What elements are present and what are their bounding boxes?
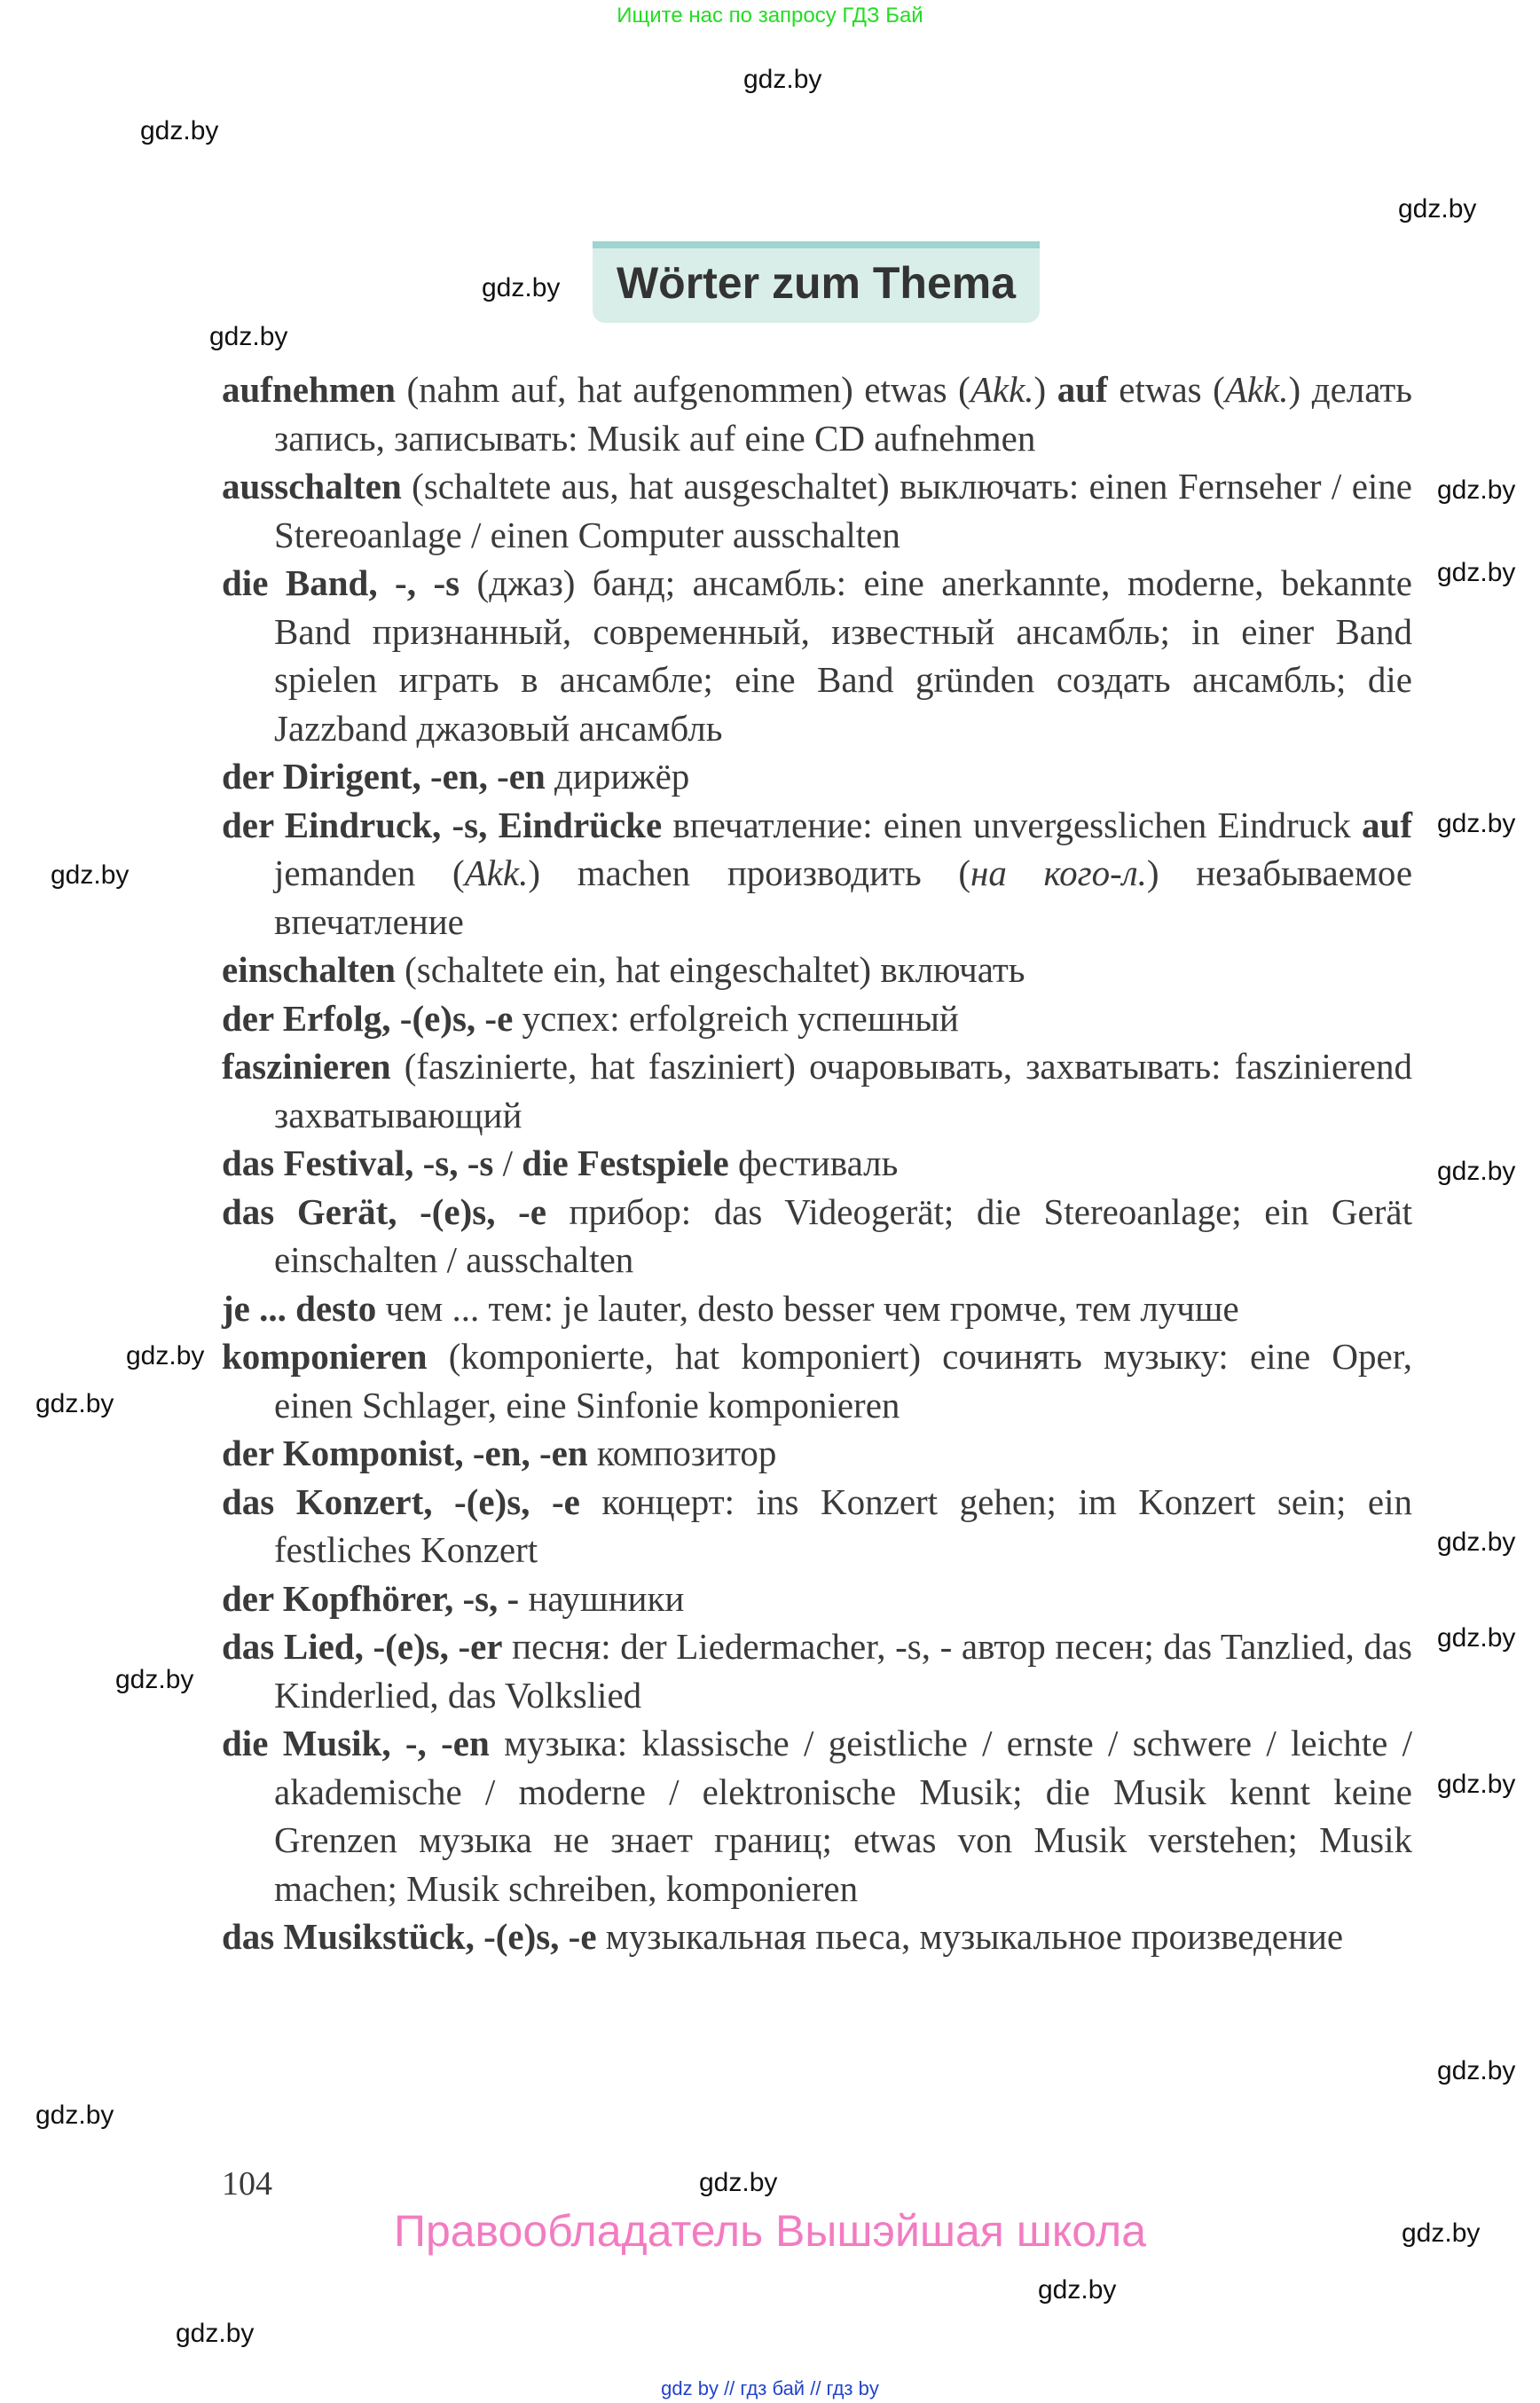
headword: ausschalten <box>222 466 402 507</box>
page-number: 104 <box>222 2165 272 2203</box>
grammar-note: Akk. <box>1224 369 1289 410</box>
entry-text: (komponierte, hat komponiert) сочинять музыку: eine Oper, einen Schlager, eine Sinfonie komponieren <box>274 1336 1412 1425</box>
watermark: gdz.by <box>1437 475 1516 505</box>
entry-text: песня: der Liedermacher, -s, - автор песен; das Tanzlied, das Kinderlied, das Volkslied <box>274 1626 1412 1716</box>
entry-text: фестиваль <box>728 1143 899 1183</box>
watermark: gdz.by <box>35 2101 114 2130</box>
headword: das Gerät, -(e)s, -e <box>222 1190 546 1232</box>
watermark: gdz.by <box>1437 1157 1516 1186</box>
entry-text: jemanden ( <box>274 852 465 893</box>
headword: das Musikstück, -(e)s, -e <box>222 1916 597 1957</box>
grammar-note: Akk. <box>464 852 529 893</box>
headword: auf <box>1362 804 1412 845</box>
entry-text: ) machen производить ( <box>528 852 971 893</box>
headword: die Musik, -, -en <box>222 1723 490 1763</box>
watermark: gdz.by <box>1437 1770 1516 1799</box>
vocabulary-list <box>222 365 1412 1961</box>
entry-text: наушники <box>519 1577 685 1619</box>
vocabulary-entry <box>222 559 1412 752</box>
vocabulary-entry <box>222 752 1412 801</box>
headword: einschalten <box>222 949 396 990</box>
watermark: gdz.by <box>176 2319 255 2348</box>
entry-text: etwas ( <box>1107 369 1225 410</box>
watermark: gdz.by <box>1437 1527 1516 1557</box>
vocabulary-entry <box>222 365 1412 462</box>
watermark: gdz.by <box>699 2168 778 2197</box>
vocabulary-entry <box>222 1622 1412 1719</box>
watermark: gdz.by <box>1038 2275 1117 2305</box>
watermark: gdz.by <box>115 1665 194 1694</box>
headword: der Eindruck, -s, Eindrücke <box>222 804 663 845</box>
grammar-note: на кого-л. <box>970 852 1147 893</box>
headword: der Erfolg, -(e)s, -e <box>222 997 514 1039</box>
watermark: gdz.by <box>1437 558 1516 587</box>
grammar-note: Akk. <box>970 369 1034 410</box>
headword: der Kopfhörer, -s, - <box>222 1577 520 1619</box>
entry-text: (nahm auf, hat aufgenommen) etwas ( <box>395 369 970 410</box>
top-banner-link[interactable]: Ищите нас по запросу ГДЗ Бай <box>617 4 923 27</box>
vocabulary-entry <box>222 1139 1412 1188</box>
headword: das Festival, -s, -s <box>222 1143 494 1183</box>
entry-text: музыкальная пьеса, музыкальное произведение <box>596 1916 1344 1957</box>
vocabulary-entry <box>222 462 1412 559</box>
entry-text: ) <box>1033 369 1057 410</box>
vocabulary-entry <box>222 1575 1412 1623</box>
section-title: Wörter zum Thema <box>616 258 1017 308</box>
watermark: gdz.by <box>482 273 561 302</box>
headword: je ... desto <box>222 1287 377 1329</box>
footer-links[interactable]: gdz by // гдз бай // гдз by <box>661 2377 879 2399</box>
entry-text: успех: erfolgreich успешный <box>513 997 959 1039</box>
section-title-banner <box>593 241 1040 323</box>
vocabulary-entry <box>222 1332 1412 1429</box>
entry-text: дирижёр <box>545 756 690 797</box>
vocabulary-entry <box>222 1478 1412 1575</box>
entry-text: концерт: ins Konzert gehen; im Konzert sein; ein festliches Konzert <box>274 1480 1412 1570</box>
headword: das Lied, -(e)s, -er <box>222 1626 503 1667</box>
headword: faszinieren <box>222 1046 391 1087</box>
entry-text: / <box>493 1143 522 1183</box>
watermark: gdz.by <box>1437 809 1516 838</box>
headword: der Dirigent, -en, -en <box>222 756 546 797</box>
watermark: gdz.by <box>1402 2218 1481 2248</box>
watermark: gdz.by <box>51 860 130 890</box>
entry-text: композитор <box>587 1433 777 1473</box>
entry-text: ) незабываемое впечатление <box>274 852 1413 942</box>
entry-text: чем ... тем: je lauter, desto besser чем громче, тем лучше <box>376 1287 1239 1329</box>
entry-text: (faszinierte, hat fasziniert) очаровывать, захватывать: faszinierend захватывающий <box>274 1046 1412 1135</box>
vocabulary-entry <box>222 1912 1412 1961</box>
headword: das Konzert, -(e)s, -e <box>222 1480 580 1522</box>
vocabulary-entry <box>222 1284 1412 1333</box>
headword: aufnehmen <box>222 369 396 410</box>
headword: auf <box>1057 369 1108 410</box>
vocabulary-entry <box>222 946 1412 994</box>
vocabulary-entry <box>222 1429 1412 1478</box>
watermark: gdz.by <box>743 65 822 94</box>
entry-text: (schaltete ein, hat eingeschaltet) включать <box>395 949 1025 990</box>
rights-holder-notice: Правообладатель Вышэйшая школа <box>394 2206 1146 2256</box>
watermark: gdz.by <box>35 1389 114 1418</box>
watermark: gdz.by <box>1398 194 1477 224</box>
vocabulary-entry <box>222 1719 1412 1912</box>
entry-text: впечатление: einen unvergesslichen Eindruck <box>662 804 1363 845</box>
watermark: gdz.by <box>1437 1623 1516 1653</box>
watermark: gdz.by <box>126 1341 205 1370</box>
entry-text: (джаз) банд; ансамбль: eine anerkannte, moderne, bekannte Band признанный, современный, известный ансамбль; in einer Band spielen играть в ансамбле; eine Band gründen создать ансамбль; die Jazzband джазовый ансамбль <box>274 562 1412 749</box>
vocabulary-entry <box>222 994 1412 1043</box>
watermark: gdz.by <box>140 116 219 145</box>
headword: die Festspiele <box>522 1143 729 1183</box>
headword: komponieren <box>222 1336 428 1377</box>
entry-text: прибор: das Videogerät; die Stereoanlage; ein Gerät einschalten / ausschalten <box>274 1190 1412 1280</box>
watermark: gdz.by <box>209 322 288 351</box>
entry-text: ) делать запись, записывать: Musik auf eine CD aufnehmen <box>274 369 1412 459</box>
vocabulary-entry <box>222 1188 1412 1284</box>
entry-text: музыка: klassische / geistliche / ernste / schwere / leichte / akademische / moderne / elektronische Musik; die Musik kennt keine Grenzen музыка не знает границ; etwas von Musik verstehen; Musik machen; Musik schreiben, komponieren <box>274 1723 1412 1909</box>
headword: der Komponist, -en, -en <box>222 1433 588 1473</box>
entry-text: (schaltete aus, hat ausgeschaltet) выключать: einen Fernseher / eine Stereoanlage / einen Computer ausschalten <box>274 466 1412 555</box>
headword: die Band, -, -s <box>222 562 460 603</box>
vocabulary-entry <box>222 801 1412 946</box>
watermark: gdz.by <box>1437 2056 1516 2085</box>
vocabulary-entry <box>222 1042 1412 1139</box>
